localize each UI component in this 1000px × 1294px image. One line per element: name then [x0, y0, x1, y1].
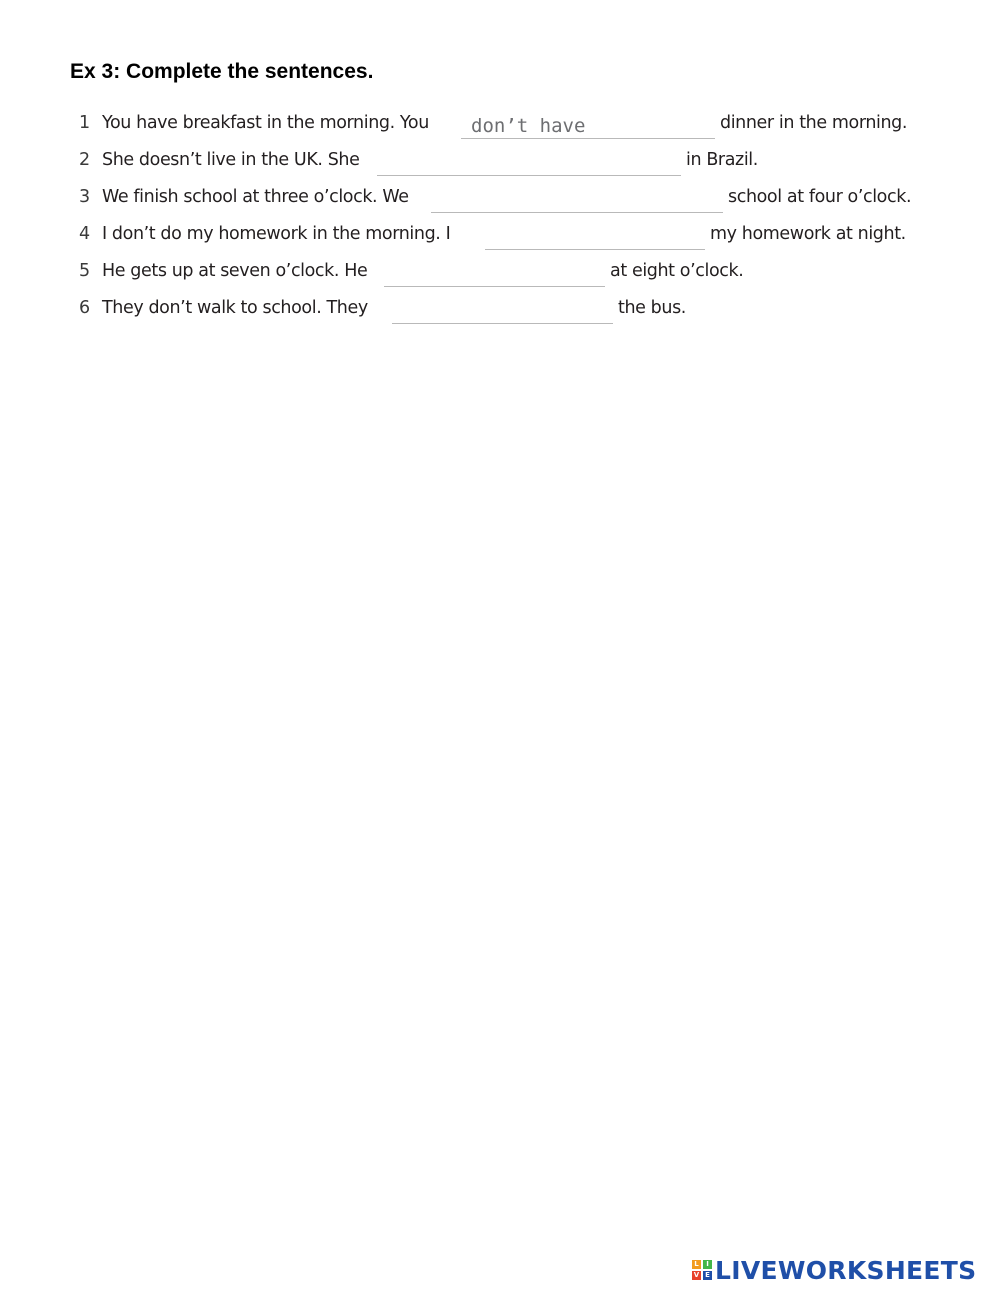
answer-input-1[interactable]	[461, 113, 715, 139]
sentence-number: 2	[79, 150, 90, 170]
sentence-number: 3	[79, 187, 90, 207]
sentence-text-before: She doesn’t live in the UK. She	[102, 150, 360, 170]
answer-input-5[interactable]	[384, 261, 605, 287]
logo-mark-icon	[692, 1260, 712, 1280]
sentence-text-before: We finish school at three o’clock. We	[102, 187, 409, 207]
sentence-number: 1	[79, 113, 90, 133]
answer-input-4[interactable]	[485, 224, 705, 250]
sentence-text-after: school at four o’clock.	[728, 187, 912, 207]
logo-mark-cell: E	[703, 1271, 712, 1280]
liveworksheets-logo	[692, 1256, 976, 1284]
exercise-title: Ex 3: Complete the sentences.	[70, 60, 374, 83]
sentence-text-after: my homework at night.	[710, 224, 906, 244]
sentence-number: 4	[79, 224, 90, 244]
sentence-text-before: He gets up at seven o’clock. He	[102, 261, 368, 281]
sentence-text-before: You have breakfast in the morning. You	[102, 113, 429, 133]
logo-mark-cell: V	[693, 1271, 700, 1279]
logo-text: LIVEWORKSHEETS	[715, 1255, 977, 1285]
logo-mark-cell: I	[703, 1260, 712, 1269]
sentence-number: 5	[79, 261, 90, 281]
sentence-text-before: They don’t walk to school. They	[102, 298, 368, 318]
sentence-text-after: at eight o’clock.	[610, 261, 744, 281]
answer-input-2[interactable]	[377, 150, 681, 176]
sentence-number: 6	[79, 298, 90, 318]
answer-input-6[interactable]	[392, 298, 613, 324]
sentence-text-after: dinner in the morning.	[720, 113, 908, 133]
sentence-text-after: in Brazil.	[686, 150, 758, 170]
answer-input-3[interactable]	[431, 187, 723, 213]
sentence-text-before: I don’t do my homework in the morning. I	[102, 224, 451, 244]
sentence-text-after: the bus.	[618, 298, 686, 318]
logo-mark-cell: L	[692, 1260, 701, 1269]
